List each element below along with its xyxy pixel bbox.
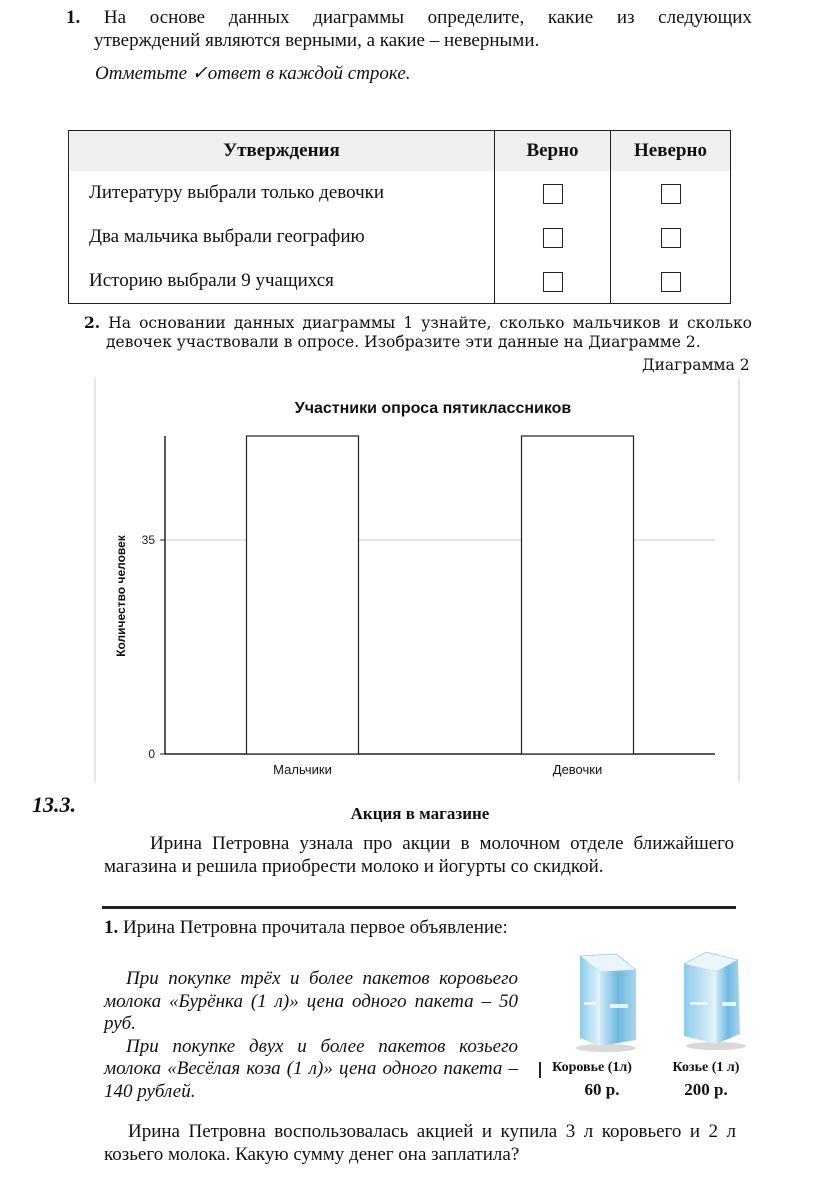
product-price: 200 р. bbox=[684, 1080, 728, 1099]
diagram-label: Диаграмма 2 bbox=[642, 356, 750, 374]
task2-line1: На основании данных диаграммы 1 узнайте, сколько мальчиков и сколько bbox=[108, 314, 752, 332]
task1-word: какие bbox=[547, 7, 594, 28]
true-checkbox[interactable] bbox=[543, 272, 563, 292]
divider-line bbox=[102, 906, 736, 909]
header-false: Неверно bbox=[611, 131, 731, 172]
section-task1 bbox=[104, 917, 508, 939]
task1-word: На bbox=[103, 7, 127, 28]
bar-chart bbox=[93, 378, 741, 782]
statement-text: Два мальчика выбрали географию bbox=[69, 215, 495, 259]
y-tick-label: 35 bbox=[141, 532, 155, 547]
advertisement-text bbox=[104, 968, 518, 1103]
product-caption: Козье (1 л) bbox=[672, 1060, 740, 1075]
table-row bbox=[69, 171, 731, 215]
section-task1-number: 1. bbox=[104, 917, 119, 938]
y-tick-label: 0 bbox=[148, 747, 155, 761]
task1-word: следующих bbox=[658, 7, 752, 28]
statement-text: Историю выбрали 9 учащихся bbox=[69, 259, 495, 304]
true-checkbox[interactable] bbox=[543, 228, 563, 248]
section-intro bbox=[104, 832, 734, 878]
table-header-row bbox=[69, 131, 731, 172]
product-caption: Коровье (1л) bbox=[552, 1060, 632, 1075]
task1-instruction: Отметьте ✓ответ в каждой строке. bbox=[95, 63, 411, 84]
task1-question-line1 bbox=[66, 6, 752, 29]
section-task1-text: Ирина Петровна прочитала первое объявление: bbox=[123, 917, 508, 938]
bar bbox=[247, 436, 359, 754]
final-line1: Ирина Петровна воспользовалась акцией и купила 3 л коровьего и 2 л bbox=[128, 1121, 736, 1142]
task1-question-line2: утверждений являются верными, а какие – неверными. bbox=[94, 30, 540, 51]
ad-line3: При покупке двух и более пакетов козьего bbox=[126, 1035, 518, 1057]
bar bbox=[522, 436, 634, 754]
task2-number: 2. bbox=[84, 313, 101, 332]
task1-question bbox=[66, 6, 752, 52]
ad-line1: При покупке трёх и более пакетов коровьего bbox=[126, 968, 518, 989]
goat-milk-carton-icon bbox=[676, 946, 752, 1052]
x-tick-label: Девочки bbox=[552, 762, 603, 777]
final-line2: козьего молока. Какую сумму денег она заплатила? bbox=[104, 1144, 520, 1165]
task1-word: основе bbox=[149, 7, 206, 28]
task1-number: 1. bbox=[66, 7, 81, 28]
task2-question bbox=[84, 313, 752, 352]
ad-line5: 140 рублей. bbox=[104, 1080, 196, 1102]
y-axis-label: Количество человек bbox=[114, 535, 128, 657]
chart-title: Участники опроса пятиклассников bbox=[294, 400, 572, 417]
bar-chart-svg bbox=[93, 378, 741, 782]
statement-text: Литературу выбрали только девочки bbox=[69, 171, 495, 215]
intro-line2: магазина и решила приобрести молоко и йогурты со скидкой. bbox=[104, 856, 604, 877]
section-title: Акция в магазине bbox=[350, 804, 490, 823]
header-statements: Утверждения bbox=[69, 131, 495, 172]
table-row bbox=[69, 259, 731, 304]
ad-line4: молока «Весёлая коза (1 л)» цена одного пакета – bbox=[104, 1058, 518, 1079]
task1-word: диаграммы bbox=[313, 7, 404, 28]
cow-milk-carton-icon bbox=[566, 948, 642, 1054]
true-checkbox[interactable] bbox=[543, 184, 563, 204]
intro-line1: Ирина Петровна узнала про акции в молочном отделе ближайшего bbox=[150, 833, 734, 854]
task2-line2: девочек участвовали в опросе. Изобразите эти данные на Диаграмме 2. bbox=[106, 333, 701, 351]
task1-word: из bbox=[616, 7, 635, 28]
ad-line2: молока «Бурёнка (1 л)» цена одного пакета – 50 руб. bbox=[104, 990, 518, 1034]
section-number: 13.3. bbox=[32, 792, 76, 817]
task1-word: данных bbox=[228, 7, 290, 28]
false-checkbox[interactable] bbox=[661, 184, 681, 204]
table-row bbox=[69, 215, 731, 259]
statements-table bbox=[68, 130, 731, 304]
task1-word: определите, bbox=[427, 7, 525, 28]
final-question bbox=[104, 1120, 736, 1166]
false-checkbox[interactable] bbox=[661, 228, 681, 248]
product-price: 60 р. bbox=[584, 1080, 620, 1099]
header-true: Верно bbox=[495, 131, 611, 172]
false-checkbox[interactable] bbox=[661, 272, 681, 292]
x-tick-label: Мальчики bbox=[273, 762, 332, 777]
